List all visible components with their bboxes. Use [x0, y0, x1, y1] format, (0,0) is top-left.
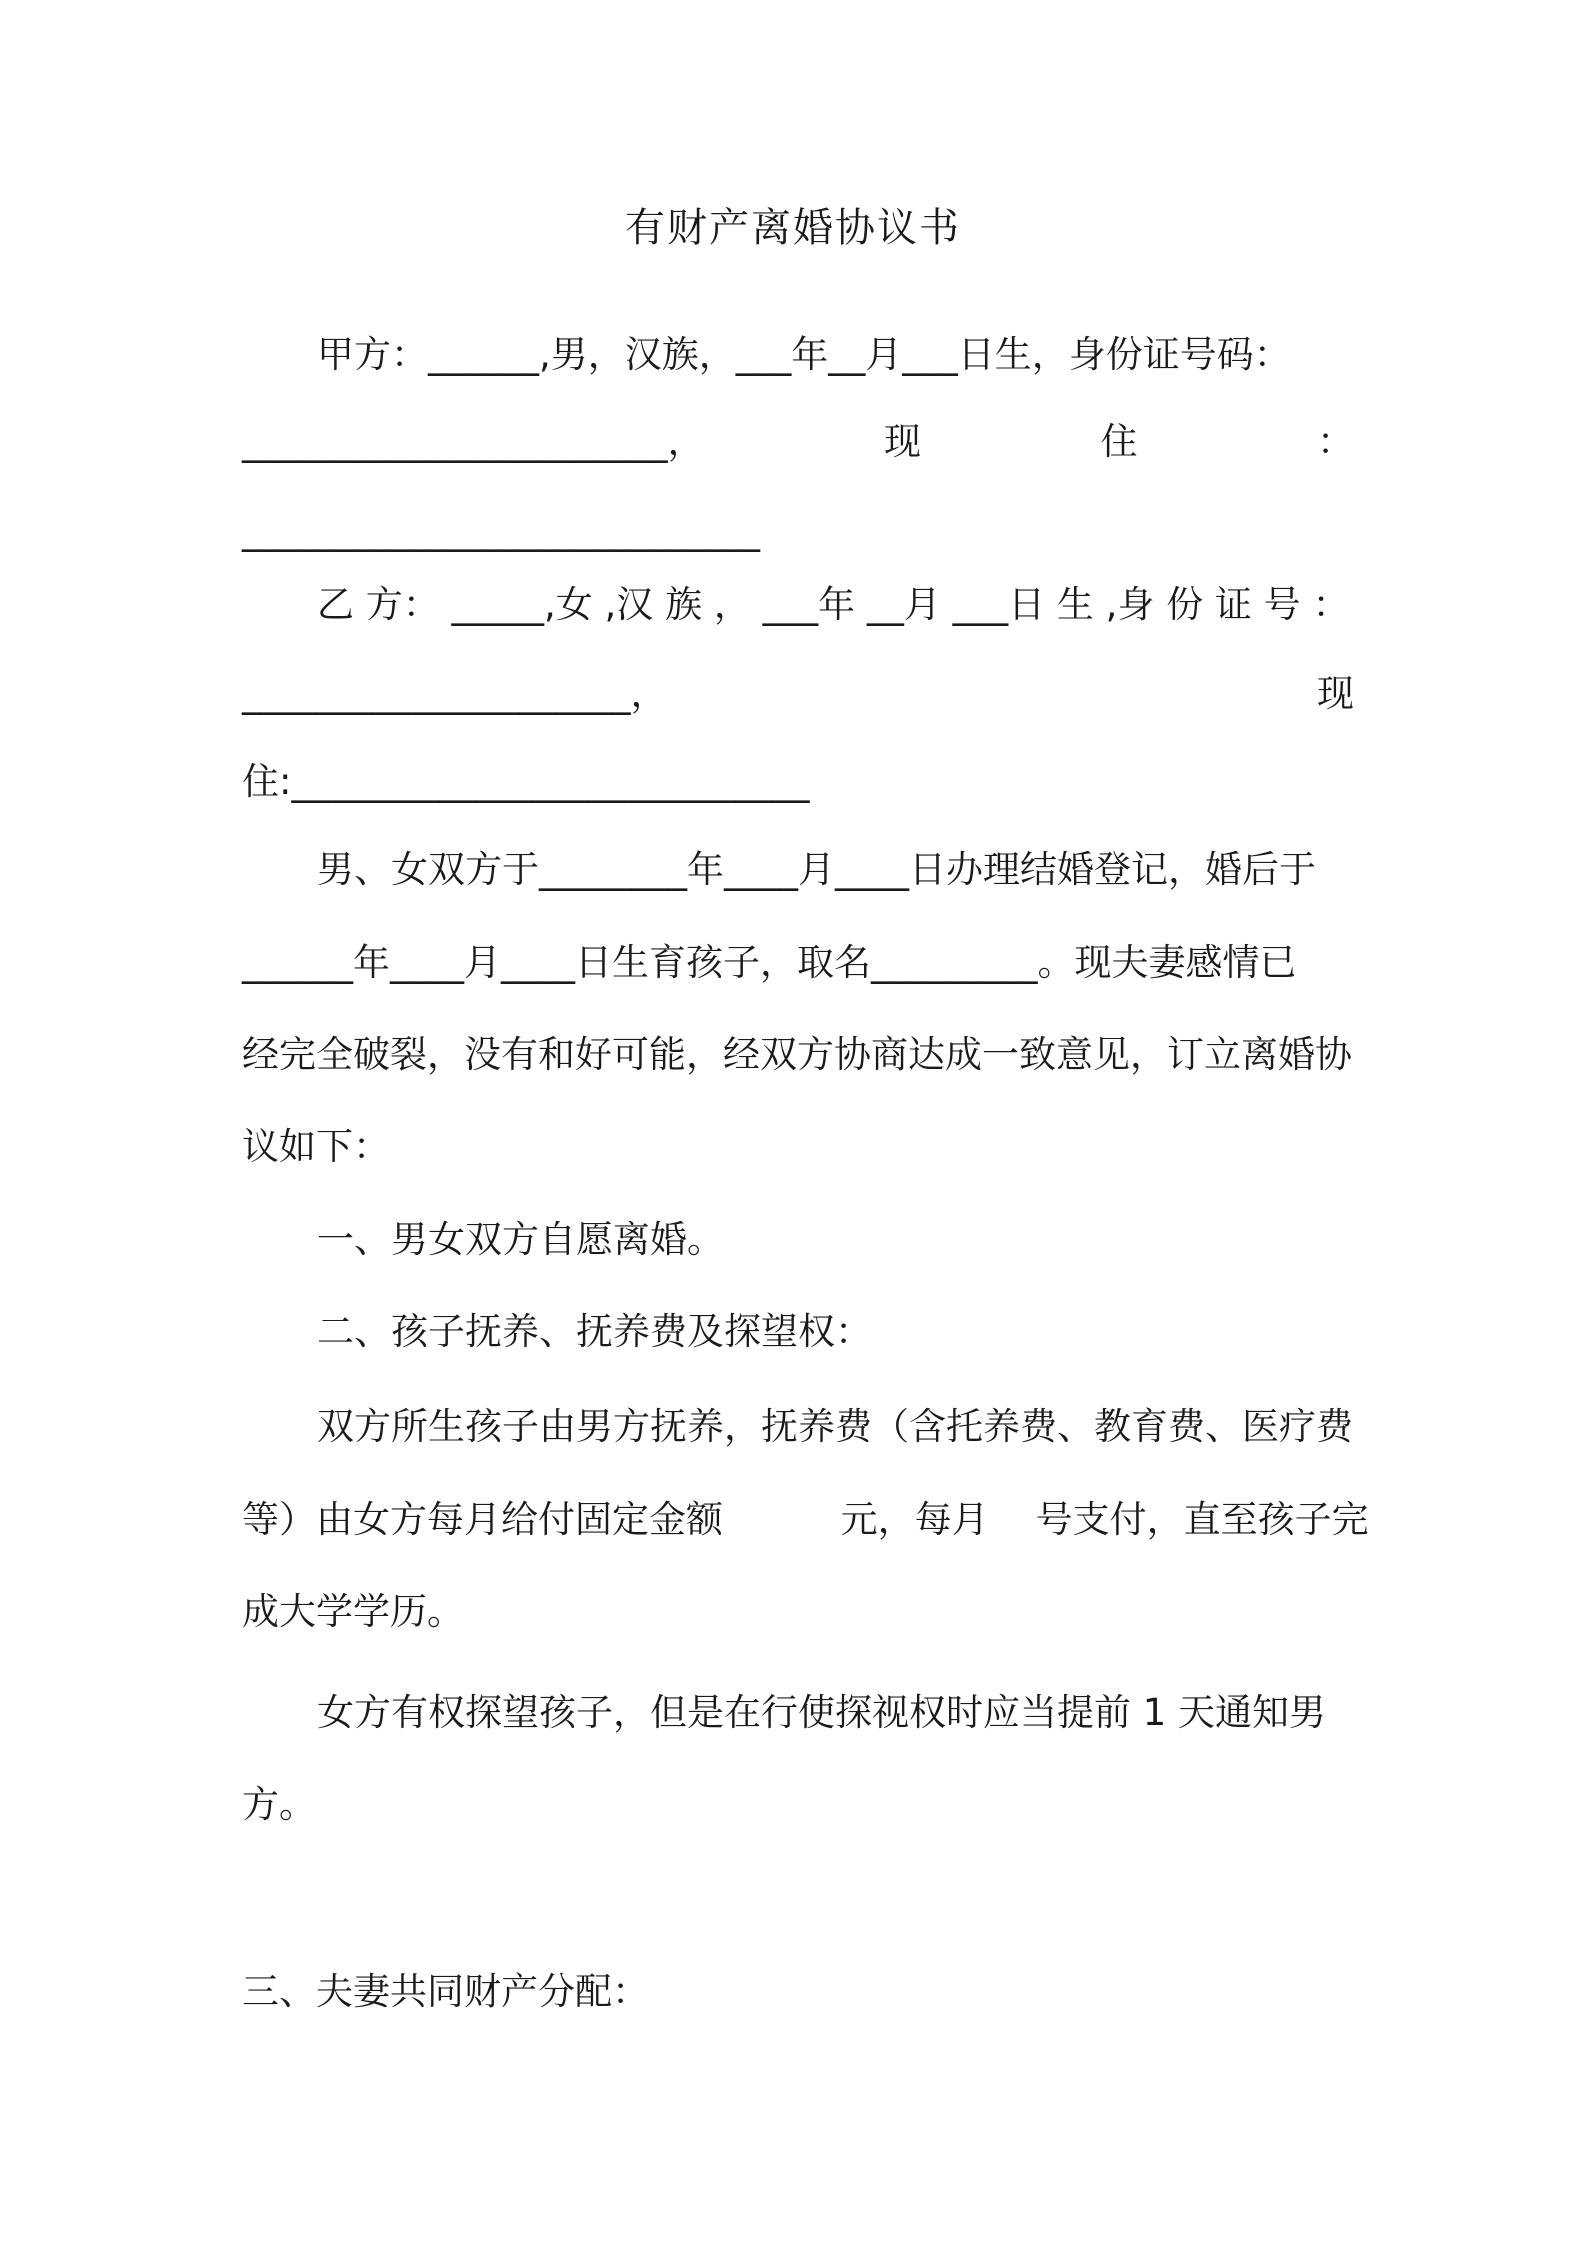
custody-line3: 成大学学历。	[242, 1590, 464, 1633]
visitation-line2: 方。	[242, 1783, 316, 1826]
party-b-line1: 乙 方： _____,女 ,汉 族 ， ___年 __月 ___日 生 ,身 份 证 号 ：	[317, 583, 1350, 626]
marriage-line3: 经完全破裂，没有和好可能，经双方协商达成一致意见，订立离婚协	[242, 1033, 1352, 1076]
party-a-address-blank: ____________________________	[242, 509, 760, 552]
party-a-line1: 甲方：______,男，汉族，___年__月___日生，身份证号码：	[317, 333, 1291, 376]
clause-1: 一、男女双方自愿离婚。	[317, 1218, 724, 1261]
clause-3-heading: 三、夫妻共同财产分配：	[242, 1970, 649, 2013]
clause-2-heading: 二、孩子抚养、抚养费及探望权：	[317, 1310, 872, 1353]
marriage-line1: 男、女双方于________年____月____日办理结婚登记，婚后于	[317, 848, 1316, 891]
party-a-id-blank: _______________________，	[242, 420, 705, 463]
party-b-address-label: 现	[1317, 672, 1354, 715]
party-a-address-label-1: 现	[884, 420, 921, 463]
document-title: 有财产离婚协议书	[625, 205, 961, 251]
marriage-line4: 议如下：	[242, 1125, 390, 1168]
visitation-line1: 女方有权探望孩子，但是在行使探视权时应当提前 1 天通知男	[317, 1691, 1327, 1734]
marriage-line2: ______年____月____日生育孩子，取名_________。现夫妻感情已	[242, 941, 1297, 984]
custody-line2: 等）由女方每月给付固定金额 元，每月 号支付，直至孩子完	[242, 1498, 1369, 1541]
custody-line1: 双方所生孩子由男方抚养，抚养费（含托养费、教育费、医疗费	[317, 1405, 1353, 1448]
party-a-address-row	[242, 412, 1354, 472]
party-a-address-colon: ：	[1317, 420, 1354, 463]
party-b-id-blank: _____________________，	[242, 672, 668, 715]
party-a-address-label-2: 住	[1100, 420, 1138, 463]
party-b-address-row	[242, 664, 1354, 724]
party-b-address-blank: 住:____________________________	[242, 760, 810, 803]
